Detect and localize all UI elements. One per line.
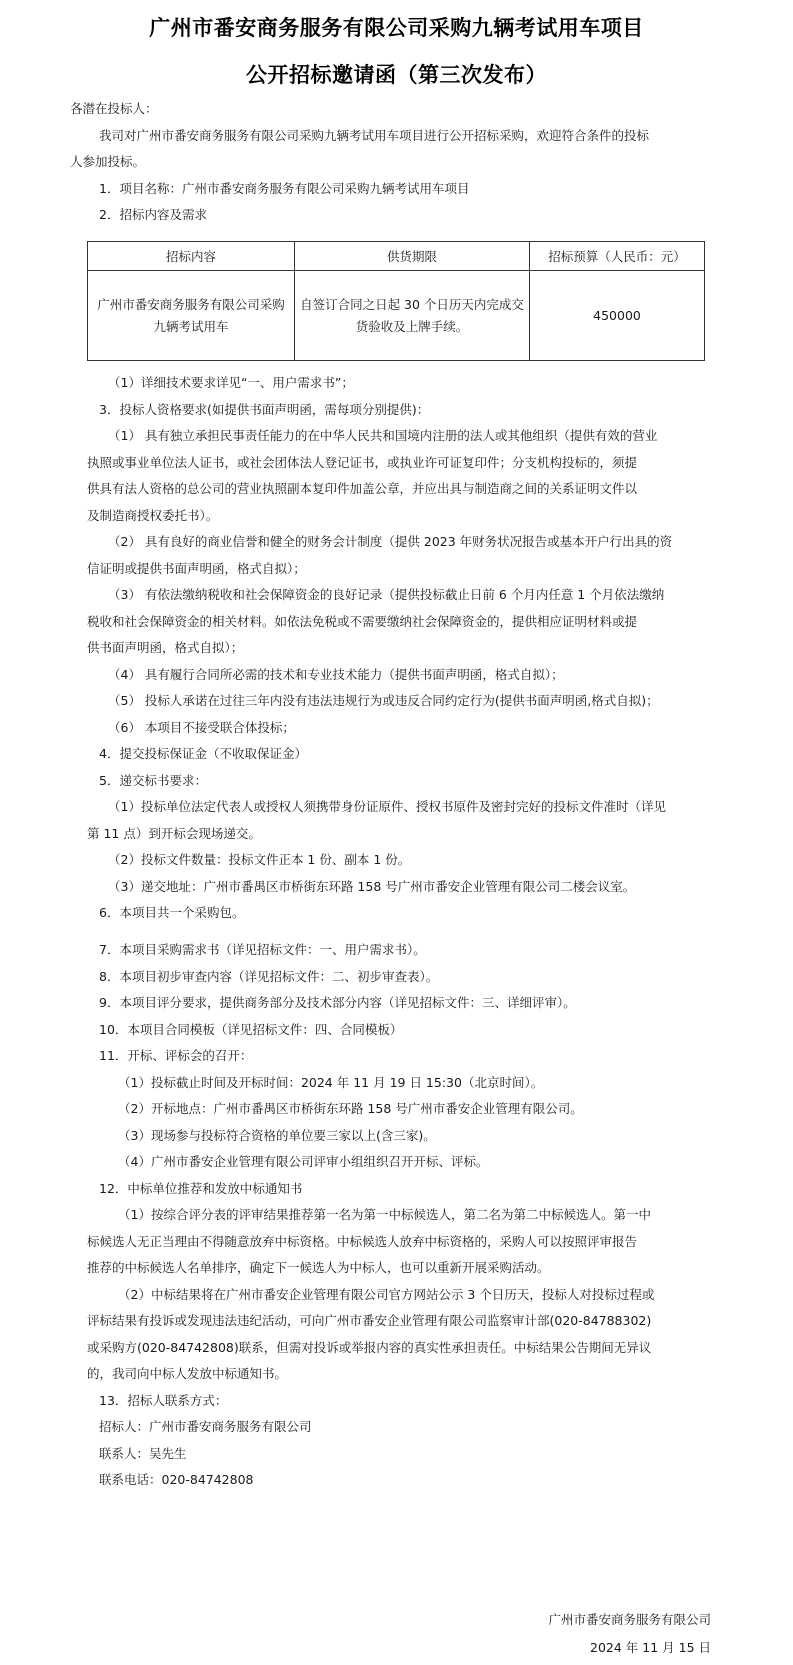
body-line: 执照或事业单位法人证书，或社会团体法人登记证书，或执业许可证复印件；分支机构投标的，须提 bbox=[87, 455, 638, 470]
intro-line-2: 人参加投标。 bbox=[70, 154, 146, 169]
body-line: 及制造商授权委托书）。 bbox=[87, 508, 219, 523]
item-1-project-name: 1．项目名称：广州市番安商务服务有限公司采购九辆考试用车项目 bbox=[99, 181, 470, 196]
body-line: （2） 具有良好的商业信誉和健全的财务会计制度（提供 2023 年财务状况报告或基本开户行出具的资 bbox=[108, 534, 673, 549]
body-line: 联系电话：020-84742808 bbox=[99, 1472, 254, 1487]
body-line: （1） 具有独立承担民事责任能力的在中华人民共和国境内注册的法人或其他组织（提供有效的营业 bbox=[108, 428, 658, 443]
body-line: 6．本项目共一个采购包。 bbox=[99, 905, 245, 920]
body-line: （2）投标文件数量：投标文件正本 1 份、副本 1 份。 bbox=[108, 852, 411, 867]
body-line: 或采购方(020-84742808)联系，但需对投诉或举报内容的真实性承担责任。中标结果公告期间无异议 bbox=[87, 1340, 652, 1355]
body-line: （2）开标地点：广州市番禺区市桥街东环路 158 号广州市番安企业管理有限公司。 bbox=[118, 1101, 583, 1116]
body-line: 税收和社会保障资金的相关材料。如依法免税或不需要缴纳社会保障资金的，提供相应证明材料或提 bbox=[87, 614, 638, 629]
body-line: 推荐的中标候选人名单排序，确定下一候选人为中标人，也可以重新开展采购活动。 bbox=[87, 1260, 550, 1275]
body-line: 13．招标人联系方式： bbox=[99, 1393, 228, 1408]
body-line: （1）详细技术要求详见“一、用户需求书”； bbox=[108, 375, 354, 390]
body-line: （2）中标结果将在广州市番安企业管理有限公司官方网站公示 3 个日历天，投标人对投标过程或 bbox=[118, 1287, 655, 1302]
body-line: 3．投标人资格要求(如提供书面声明函，需每项分别提供)： bbox=[99, 402, 430, 417]
body-line: （4）广州市番安企业管理有限公司评审小组组织召开开标、评标。 bbox=[118, 1154, 489, 1169]
table-header-cell: 招标预算（人民币：元） bbox=[530, 242, 705, 271]
table-cell-line: 广州市番安商务服务有限公司采购 bbox=[97, 296, 285, 312]
body-line: 标候选人无正当理由不得随意放弃中标资格。中标候选人放弃中标资格的，采购人可以按照评审报告 bbox=[87, 1234, 638, 1249]
body-line: 信证明或提供书面声明函，格式自拟）； bbox=[87, 561, 306, 576]
body-line: 7．本项目采购需求书（详见招标文件：一、用户需求书）。 bbox=[99, 942, 426, 957]
body-line: 10．本项目合同模板（详见招标文件：四、合同模板） bbox=[99, 1022, 403, 1037]
body-line: 评标结果有投诉或发现违法违纪活动，可向广州市番安企业管理有限公司监察审计部(020-84788302) bbox=[87, 1313, 652, 1328]
greeting: 各潜在投标人： bbox=[70, 101, 158, 116]
signature-date: 2024 年 11 月 15 日 bbox=[590, 1640, 711, 1655]
body-line: 供具有法人资格的总公司的营业执照副本复印件加盖公章，并应出具与制造商之间的关系证明文件以 bbox=[87, 481, 638, 496]
signature-company: 广州市番安商务服务有限公司 bbox=[548, 1612, 711, 1627]
body-line: 的，我司向中标人发放中标通知书。 bbox=[87, 1366, 288, 1381]
body-line: 招标人：广州市番安商务服务有限公司 bbox=[99, 1419, 312, 1434]
table-row bbox=[88, 271, 705, 361]
body-line: （1）投标单位法定代表人或授权人须携带身份证原件、授权书原件及密封完好的投标文件准时（详见 bbox=[108, 799, 666, 814]
body-line: （5） 投标人承诺在过往三年内没有违法违规行为或违反合同约定行为(提供书面声明函,格式自拟)； bbox=[108, 693, 659, 708]
intro-line-1: 我司对广州市番安商务服务有限公司采购九辆考试用车项目进行公开招标采购，欢迎符合条件的投标 bbox=[99, 128, 650, 143]
body-line: （3）递交地址：广州市番禺区市桥街东环路 158 号广州市番安企业管理有限公司二楼会议室。 bbox=[108, 879, 636, 894]
body-line: （3）现场参与投标符合资格的单位要三家以上(含三家)。 bbox=[118, 1128, 436, 1143]
body-line: （1）按综合评分表的评审结果推荐第一名为第一中标候选人，第二名为第二中标候选人。第一中 bbox=[118, 1207, 651, 1222]
item-2-heading: 2．招标内容及需求 bbox=[99, 207, 207, 222]
body-line: 9．本项目评分要求，提供商务部分及技术部分内容（详见招标文件：三、详细评审）。 bbox=[99, 995, 576, 1010]
body-line: 12．中标单位推荐和发放中标通知书 bbox=[99, 1181, 303, 1196]
body-line: （3） 有依法缴纳税收和社会保障资金的良好记录（提供投标截止日前 6 个月内任意 1 个月依法缴纳 bbox=[108, 587, 665, 602]
body-line: 8．本项目初步审查内容（详见招标文件：二、初步审查表）。 bbox=[99, 969, 439, 984]
body-line: （6） 本项目不接受联合体投标； bbox=[108, 720, 295, 735]
body-line: 5．递交标书要求： bbox=[99, 773, 207, 788]
body-line: 第 11 点）到开标会现场递交。 bbox=[87, 826, 261, 841]
body-line: （4） 具有履行合同所必需的技术和专业技术能力（提供书面声明函，格式自拟）； bbox=[108, 667, 564, 682]
table-header-cell: 供货期限 bbox=[295, 242, 530, 271]
table-header-row bbox=[88, 242, 705, 271]
document-title: 广州市番安商务服务有限公司采购九辆考试用车项目 bbox=[149, 16, 644, 40]
table-cell-line: 货验收及上牌手续。 bbox=[355, 318, 469, 334]
body-line: 联系人：吴先生 bbox=[99, 1446, 187, 1461]
procurement-table bbox=[87, 241, 705, 361]
body-line: （1）投标截止时间及开标时间：2024 年 11 月 19 日 15:30（北京时间）。 bbox=[118, 1075, 544, 1090]
table-cell-budget: 450000 bbox=[530, 271, 705, 361]
table-cell-content bbox=[88, 271, 295, 361]
document-subtitle: 公开招标邀请函（第三次发布） bbox=[246, 63, 547, 87]
table-cell-line: 九辆考试用车 bbox=[153, 318, 229, 334]
table-cell-period bbox=[295, 271, 530, 361]
table-header-cell: 招标内容 bbox=[88, 242, 295, 271]
body-line: 11．开标、评标会的召开： bbox=[99, 1048, 253, 1063]
body-line: 4．提交投标保证金（不收取保证金） bbox=[99, 746, 307, 761]
table-cell-line: 自签订合同之日起 30 个日历天内完成交 bbox=[300, 296, 524, 312]
body-line: 供书面声明函，格式自拟）； bbox=[87, 640, 244, 655]
